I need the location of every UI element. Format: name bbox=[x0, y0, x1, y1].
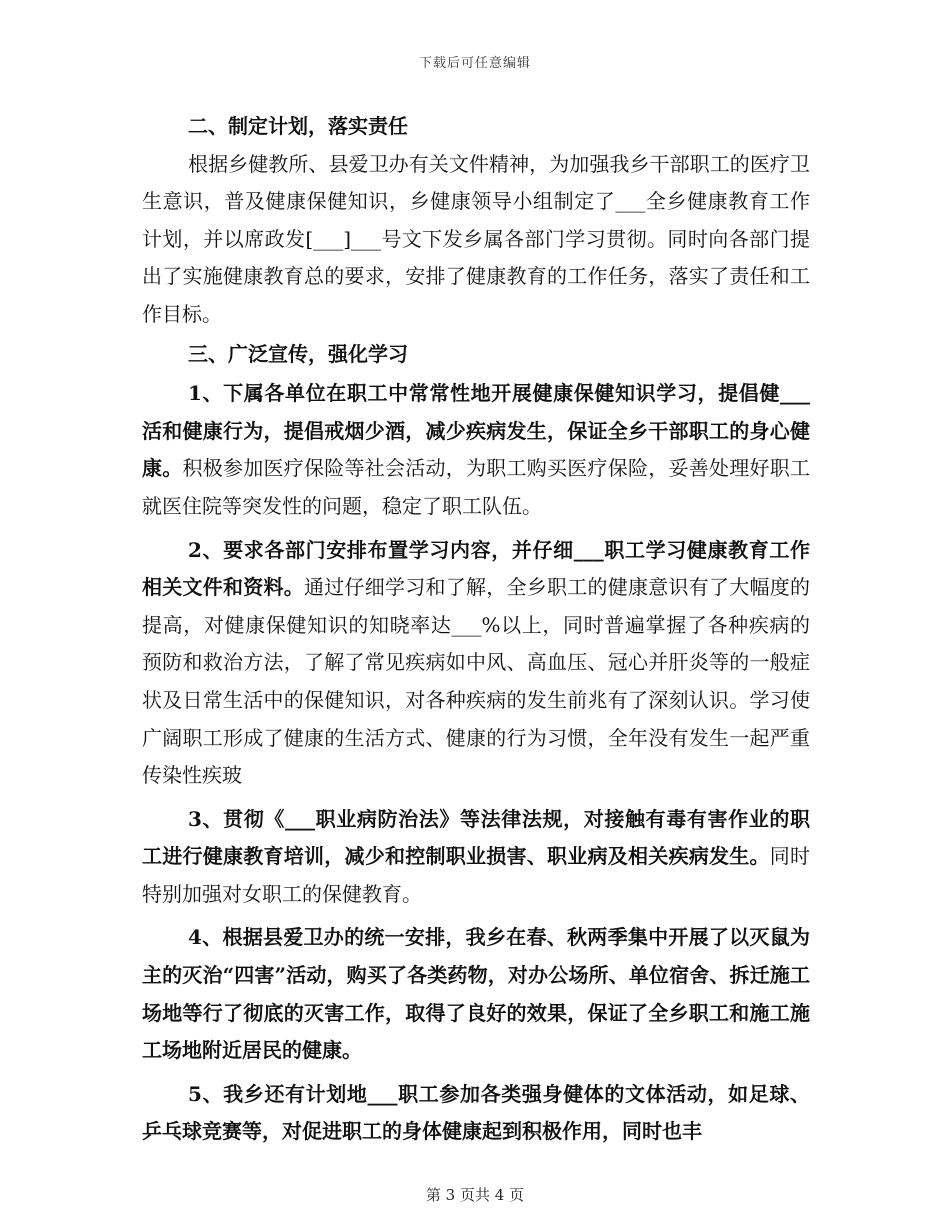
list-item-5 bbox=[142, 1076, 810, 1151]
list-item-3-lead: 3、贯彻《___职业病防治法》等法律法规，对接触有毒有害作业的职工进行健康教育培训，减少和控制职业损害、职业病及相关疾病发生。 bbox=[142, 806, 810, 869]
list-item-2-text: 通过仔细学习和了解，全乡职工的健康意识有了大幅度的提高，对健康保健知识的知晓率达___%以上，同时普遍掌握了各种疾病的预防和救治方法，了解了常见疾病如中风、高血压、冠心并肝炎等的一般症状及日常生活中的保健知识，对各种疾病的发生前兆有了深刻认识。学习使广阔职工形成了健康的生活方式、健康的行为习惯，全年没有发生一起严重传染性疾玻 bbox=[142, 575, 810, 788]
list-item-1-lead: 1、下属各单位在职工中常常性地开展健康保健知识学习，提倡健___活和健康行为，提倡戒烟少酒，减少疾病发生，保证全乡干部职工的身心健康。 bbox=[142, 381, 810, 481]
list-item-1 bbox=[142, 375, 810, 525]
document-body bbox=[142, 108, 810, 1151]
list-item-2 bbox=[142, 532, 810, 795]
list-item-4 bbox=[142, 919, 810, 1069]
section-body-2: 根据乡健教所、县爱卫办有关文件精神，为加强我乡干部职工的医疗卫生意识，普及健康保健知识，乡健康领导小组制定了___全乡健康教育工作计划，并以席政发[___]___号文下发乡属各部门学习贯彻。同时向各部门提出了实施健康教育总的要求，安排了健康教育的工作任务，落实了责任和工作目标。 bbox=[142, 151, 810, 326]
list-item-3 bbox=[142, 801, 810, 914]
page-header: 下载后可任意编辑 bbox=[418, 56, 531, 71]
section-heading-2: 二、制定计划，落实责任 bbox=[188, 114, 408, 138]
list-item-1-text: 积极参加医疗保险等社会活动，为职工购买医疗保险，妥善处理好职工就医住院等突发性的问题，稳定了职工队伍。 bbox=[142, 456, 810, 518]
list-item-4-lead: 4、根据县爱卫办的统一安排，我乡在春、秋两季集中开展了以灭鼠为主的灭治“四害”活动，购买了各类药物，对办公场所、单位宿舍、拆迁施工场地等行了彻底的灭害工作，取得了良好的效果，保证了全乡职工和施工施工场地附近居民的健康。 bbox=[142, 925, 810, 1063]
list-item-2-lead: 2、要求各部门安排布置学习内容，并仔细___职工学习健康教育工作相关文件和资料。 bbox=[142, 537, 810, 600]
list-item-5-lead: 5、我乡还有计划地___职工参加各类强身健体的文体活动，如足球、乒乓球竞赛等，对促进职工的身体健康起到积极作用，同时也丰 bbox=[142, 1081, 810, 1144]
page-footer: 第 3 页共 4 页 bbox=[425, 1186, 525, 1204]
section-heading-3: 三、广泛宣传，强化学习 bbox=[188, 341, 408, 366]
list-item-3-text: 同时特别加强对女职工的保健教育。 bbox=[142, 844, 810, 906]
